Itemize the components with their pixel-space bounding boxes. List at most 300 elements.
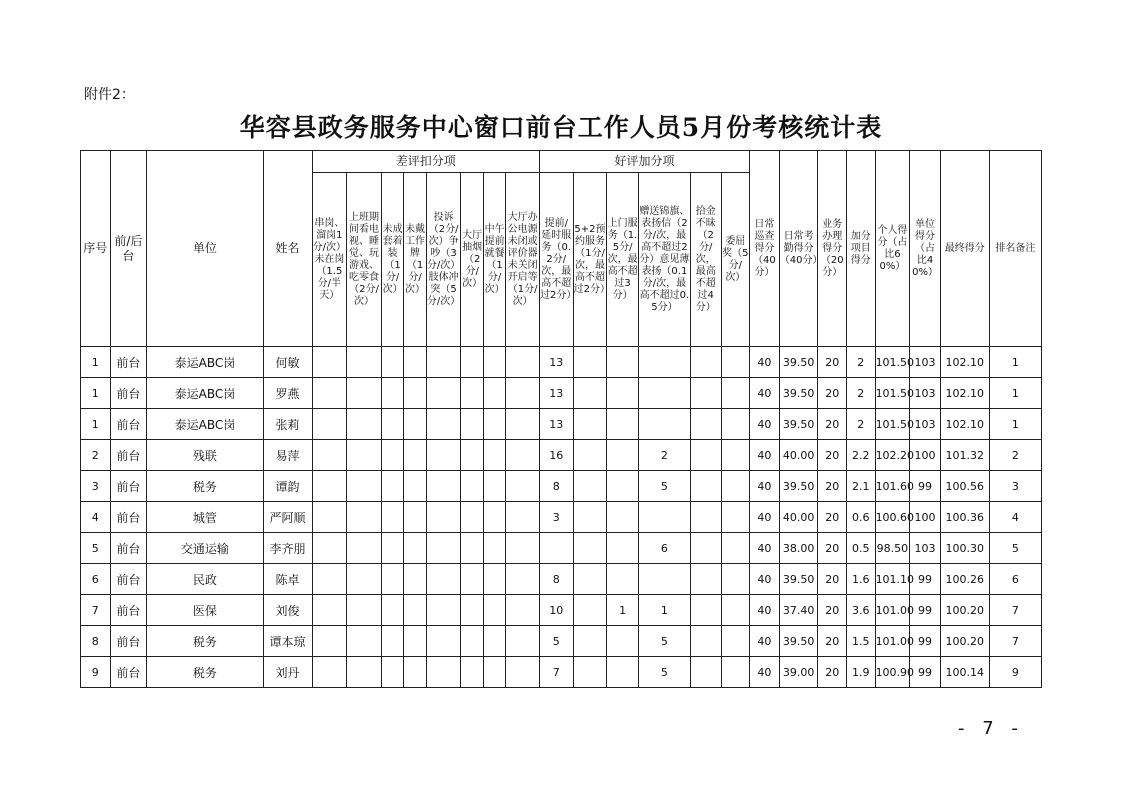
cell-deduct	[312, 471, 347, 502]
cell-deduct	[347, 626, 382, 657]
cell-deduct	[381, 626, 403, 657]
cell-score: 100.20	[940, 626, 989, 657]
cell-bonus	[690, 471, 721, 502]
cell-deduct	[506, 626, 540, 657]
cell-bonus	[638, 409, 690, 440]
cell-deduct	[483, 533, 505, 564]
cell-deduct	[312, 564, 347, 595]
cell-score: 1	[989, 347, 1041, 378]
header-side: 前/后台	[110, 151, 147, 347]
cell-deduct	[461, 533, 483, 564]
header-bonus-score: 加分项目得分	[847, 151, 876, 347]
cell-score: 39.50	[779, 409, 818, 440]
cell-deduct	[404, 564, 426, 595]
cell-bonus	[721, 657, 750, 688]
cell-score: 39.50	[779, 347, 818, 378]
cell-deduct	[483, 502, 505, 533]
cell-score: 99	[910, 595, 941, 626]
cell-seq: 7	[81, 595, 111, 626]
cell-score: 40	[750, 440, 780, 471]
cell-deduct	[426, 564, 461, 595]
header-patrol-score: 日常巡查得分（40分）	[750, 151, 780, 347]
cell-score: 100.20	[940, 595, 989, 626]
cell-deduct	[404, 533, 426, 564]
cell-score: 2.1	[847, 471, 876, 502]
cell-deduct	[506, 471, 540, 502]
cell-bonus	[539, 533, 573, 564]
cell-score: 20	[818, 533, 847, 564]
cell-score: 40	[750, 378, 780, 409]
attachment-label: 附件2：	[84, 87, 135, 103]
header-attendance-score: 日常考勤得分（40分）	[779, 151, 818, 347]
cell-deduct	[483, 347, 505, 378]
cell-score: 1.6	[847, 564, 876, 595]
cell-score: 101.50	[875, 409, 910, 440]
cell-bonus	[721, 440, 750, 471]
cell-score: 103	[910, 347, 941, 378]
cell-score: 20	[818, 626, 847, 657]
cell-score: 40	[750, 657, 780, 688]
cell-deduct	[461, 595, 483, 626]
cell-deduct	[381, 471, 403, 502]
cell-bonus: 8	[539, 471, 573, 502]
cell-bonus	[721, 502, 750, 533]
cell-score: 37.40	[779, 595, 818, 626]
cell-side: 前台	[110, 347, 147, 378]
cell-deduct	[506, 657, 540, 688]
cell-unit: 民政	[147, 564, 263, 595]
cell-deduct	[461, 378, 483, 409]
cell-deduct	[312, 626, 347, 657]
cell-deduct	[483, 657, 505, 688]
cell-score: 20	[818, 347, 847, 378]
cell-name: 谭本琼	[263, 626, 312, 657]
cell-side: 前台	[110, 440, 147, 471]
cell-bonus	[721, 595, 750, 626]
page-number: - 7 -	[958, 718, 1024, 739]
cell-bonus	[573, 347, 607, 378]
cell-deduct	[404, 657, 426, 688]
cell-deduct	[426, 409, 461, 440]
header-deduct-col: 串岗、溜岗1分/次）未在岗（1.5分/半天）	[312, 173, 347, 347]
cell-unit: 交通运输	[147, 533, 263, 564]
cell-deduct	[381, 657, 403, 688]
cell-score: 100.60	[875, 502, 910, 533]
cell-seq: 8	[81, 626, 111, 657]
header-bonus-col: 提前/延时服务（0.2分/次，最高不超过2分）	[539, 173, 573, 347]
cell-score: 40	[750, 564, 780, 595]
table-row	[81, 440, 1042, 471]
header-deduct-col: 中午提前就餐（1分/次）	[483, 173, 505, 347]
cell-deduct	[426, 347, 461, 378]
header-bonus-col: 赠送锦旗、表扬信（2分/次，最高不超过2分）意见薄表扬（0.1分/次，最高不超过0.5分）	[638, 173, 690, 347]
cell-name: 刘俊	[263, 595, 312, 626]
cell-bonus	[638, 347, 690, 378]
cell-side: 前台	[110, 595, 147, 626]
cell-score: 0.6	[847, 502, 876, 533]
cell-deduct	[506, 533, 540, 564]
cell-deduct	[404, 502, 426, 533]
cell-score: 7	[989, 626, 1041, 657]
cell-deduct	[347, 657, 382, 688]
cell-score: 1.9	[847, 657, 876, 688]
cell-deduct	[312, 409, 347, 440]
cell-score: 39.50	[779, 378, 818, 409]
cell-score: 20	[818, 378, 847, 409]
cell-bonus	[721, 533, 750, 564]
cell-bonus	[721, 564, 750, 595]
header-bonus-col: 委屈奖（5分/次）	[721, 173, 750, 347]
cell-score: 7	[989, 595, 1041, 626]
cell-bonus: 1	[638, 595, 690, 626]
cell-bonus	[573, 409, 607, 440]
cell-bonus	[573, 378, 607, 409]
cell-name: 易萍	[263, 440, 312, 471]
table-row	[81, 564, 1042, 595]
cell-deduct	[483, 564, 505, 595]
header-unit: 单位	[147, 151, 263, 347]
cell-name: 李齐朋	[263, 533, 312, 564]
cell-bonus	[638, 564, 690, 595]
table-row	[81, 533, 1042, 564]
cell-bonus	[690, 564, 721, 595]
cell-bonus: 5	[638, 657, 690, 688]
cell-bonus: 1	[607, 595, 639, 626]
cell-score: 40	[750, 533, 780, 564]
cell-side: 前台	[110, 471, 147, 502]
cell-score: 3	[989, 471, 1041, 502]
cell-score: 99	[910, 657, 941, 688]
cell-score: 40	[750, 471, 780, 502]
cell-score: 101.00	[875, 626, 910, 657]
cell-bonus	[607, 440, 639, 471]
cell-score: 103	[910, 409, 941, 440]
cell-score: 38.00	[779, 533, 818, 564]
cell-deduct	[483, 626, 505, 657]
cell-side: 前台	[110, 533, 147, 564]
cell-name: 罗燕	[263, 378, 312, 409]
table-row	[81, 471, 1042, 502]
cell-bonus: 8	[539, 564, 573, 595]
cell-seq: 4	[81, 502, 111, 533]
cell-unit: 泰运ABC岗	[147, 378, 263, 409]
cell-deduct	[347, 564, 382, 595]
cell-score: 100	[910, 502, 941, 533]
table-body	[81, 347, 1042, 688]
cell-name: 严阿顺	[263, 502, 312, 533]
header-bonus-col: 上门服务（1.5分/次，最高不超过3分）	[607, 173, 639, 347]
cell-deduct	[461, 347, 483, 378]
cell-deduct	[347, 347, 382, 378]
header-final-score: 最终得分	[940, 151, 989, 347]
cell-deduct	[347, 440, 382, 471]
table-row	[81, 378, 1042, 409]
cell-score: 102.10	[940, 409, 989, 440]
cell-deduct	[381, 502, 403, 533]
cell-deduct	[404, 409, 426, 440]
table-row	[81, 347, 1042, 378]
cell-score: 99	[910, 626, 941, 657]
cell-unit: 泰运ABC岗	[147, 409, 263, 440]
cell-deduct	[483, 471, 505, 502]
cell-bonus	[721, 378, 750, 409]
cell-score: 6	[989, 564, 1041, 595]
cell-score: 99	[910, 564, 941, 595]
cell-score: 1	[989, 378, 1041, 409]
cell-deduct	[381, 440, 403, 471]
cell-deduct	[461, 626, 483, 657]
cell-seq: 5	[81, 533, 111, 564]
cell-deduct	[426, 440, 461, 471]
cell-bonus	[721, 409, 750, 440]
cell-score: 5	[989, 533, 1041, 564]
cell-side: 前台	[110, 502, 147, 533]
cell-seq: 1	[81, 378, 111, 409]
cell-deduct	[381, 564, 403, 595]
cell-score: 20	[818, 471, 847, 502]
cell-bonus	[607, 502, 639, 533]
header-seq: 序号	[81, 151, 111, 347]
cell-score: 40.00	[779, 440, 818, 471]
cell-deduct	[461, 657, 483, 688]
cell-bonus	[690, 440, 721, 471]
cell-deduct	[461, 409, 483, 440]
cell-score: 101.50	[875, 378, 910, 409]
cell-bonus: 2	[638, 440, 690, 471]
cell-deduct	[312, 595, 347, 626]
cell-bonus	[690, 409, 721, 440]
cell-deduct	[426, 657, 461, 688]
cell-deduct	[506, 378, 540, 409]
cell-score: 2	[847, 409, 876, 440]
cell-score: 1	[989, 409, 1041, 440]
table-row	[81, 409, 1042, 440]
cell-name: 谭韵	[263, 471, 312, 502]
cell-bonus: 5	[539, 626, 573, 657]
cell-score: 102.20	[875, 440, 910, 471]
header-deduct-col: 大厅抽烟（2分/次）	[461, 173, 483, 347]
cell-deduct	[381, 347, 403, 378]
cell-bonus: 13	[539, 409, 573, 440]
cell-deduct	[426, 378, 461, 409]
cell-seq: 1	[81, 347, 111, 378]
cell-deduct	[404, 378, 426, 409]
cell-deduct	[312, 347, 347, 378]
cell-bonus: 6	[638, 533, 690, 564]
header-personal-score: 个人得分（占比60%）	[875, 151, 910, 347]
cell-deduct	[347, 533, 382, 564]
cell-bonus	[607, 626, 639, 657]
cell-seq: 6	[81, 564, 111, 595]
cell-unit: 城管	[147, 502, 263, 533]
cell-side: 前台	[110, 409, 147, 440]
cell-bonus: 5	[638, 471, 690, 502]
table-row	[81, 626, 1042, 657]
cell-score: 40	[750, 409, 780, 440]
cell-side: 前台	[110, 378, 147, 409]
header-bonus-col: 5+2预约服务（1分/次，最高不超过2分）	[573, 173, 607, 347]
assessment-table	[80, 150, 1042, 688]
cell-deduct	[461, 564, 483, 595]
cell-side: 前台	[110, 657, 147, 688]
cell-deduct	[404, 347, 426, 378]
cell-deduct	[312, 533, 347, 564]
cell-score: 100.30	[940, 533, 989, 564]
cell-deduct	[426, 533, 461, 564]
header-deduct-col: 未戴工作牌（1分/次）	[404, 173, 426, 347]
cell-deduct	[483, 409, 505, 440]
cell-bonus: 13	[539, 347, 573, 378]
cell-score: 39.50	[779, 626, 818, 657]
cell-bonus: 5	[638, 626, 690, 657]
page-title: 华容县政务服务中心窗口前台工作人员5月份考核统计表	[239, 113, 883, 142]
cell-deduct	[426, 502, 461, 533]
cell-score: 20	[818, 595, 847, 626]
cell-deduct	[347, 595, 382, 626]
cell-bonus	[607, 564, 639, 595]
cell-bonus	[690, 502, 721, 533]
cell-score: 101.00	[875, 595, 910, 626]
cell-score: 40.00	[779, 502, 818, 533]
cell-bonus	[690, 533, 721, 564]
cell-bonus	[638, 502, 690, 533]
cell-bonus	[573, 502, 607, 533]
cell-name: 张莉	[263, 409, 312, 440]
cell-bonus	[573, 440, 607, 471]
header-name: 姓名	[263, 151, 312, 347]
cell-score: 101.60	[875, 471, 910, 502]
header-rank-remark: 排名备注	[989, 151, 1041, 347]
cell-bonus	[690, 595, 721, 626]
header-deduct-group: 差评扣分项	[312, 151, 539, 173]
cell-unit: 税务	[147, 471, 263, 502]
cell-bonus	[573, 564, 607, 595]
cell-deduct	[347, 502, 382, 533]
cell-deduct	[404, 626, 426, 657]
cell-score: 40	[750, 626, 780, 657]
cell-score: 2	[847, 378, 876, 409]
cell-score: 100.14	[940, 657, 989, 688]
cell-score: 2.2	[847, 440, 876, 471]
cell-deduct	[404, 595, 426, 626]
cell-deduct	[506, 347, 540, 378]
cell-deduct	[404, 471, 426, 502]
cell-bonus: 7	[539, 657, 573, 688]
cell-deduct	[483, 595, 505, 626]
cell-deduct	[506, 440, 540, 471]
cell-seq: 9	[81, 657, 111, 688]
cell-bonus	[638, 378, 690, 409]
cell-score: 20	[818, 409, 847, 440]
cell-deduct	[426, 595, 461, 626]
cell-unit: 税务	[147, 626, 263, 657]
cell-deduct	[312, 502, 347, 533]
header-deduct-col: 上班期间看电视、睡觉、玩游戏、吃零食（2分/次）	[347, 173, 382, 347]
cell-deduct	[506, 564, 540, 595]
cell-score: 39.50	[779, 471, 818, 502]
cell-score: 39.00	[779, 657, 818, 688]
cell-bonus	[573, 626, 607, 657]
header-business-score: 业务办理得分（20分）	[818, 151, 847, 347]
cell-deduct	[381, 595, 403, 626]
cell-bonus	[690, 378, 721, 409]
cell-score: 9	[989, 657, 1041, 688]
cell-deduct	[347, 409, 382, 440]
cell-score: 20	[818, 657, 847, 688]
cell-deduct	[381, 533, 403, 564]
cell-score: 1.5	[847, 626, 876, 657]
cell-score: 101.10	[875, 564, 910, 595]
cell-score: 0.5	[847, 533, 876, 564]
cell-score: 40	[750, 595, 780, 626]
cell-deduct	[347, 471, 382, 502]
cell-score: 20	[818, 502, 847, 533]
header-bonus-col: 拾金不昧（2分/次，最高不超过4分）	[690, 173, 721, 347]
cell-bonus	[721, 471, 750, 502]
table-row	[81, 502, 1042, 533]
cell-deduct	[347, 378, 382, 409]
cell-bonus	[573, 533, 607, 564]
cell-deduct	[506, 409, 540, 440]
cell-bonus	[607, 409, 639, 440]
cell-score: 103	[910, 533, 941, 564]
cell-bonus	[573, 471, 607, 502]
cell-deduct	[506, 595, 540, 626]
cell-deduct	[404, 440, 426, 471]
cell-score: 39.50	[779, 564, 818, 595]
cell-bonus	[690, 626, 721, 657]
cell-bonus	[721, 626, 750, 657]
cell-unit: 残联	[147, 440, 263, 471]
cell-bonus: 13	[539, 378, 573, 409]
header-deduct-col: 投诉（2分/次）争吵（3分/次）肢体冲突（5分/次）	[426, 173, 461, 347]
cell-score: 3.6	[847, 595, 876, 626]
cell-bonus	[607, 471, 639, 502]
table-row	[81, 595, 1042, 626]
cell-score: 99	[910, 471, 941, 502]
cell-score: 100.36	[940, 502, 989, 533]
cell-score: 98.50	[875, 533, 910, 564]
cell-deduct	[312, 440, 347, 471]
cell-bonus	[573, 595, 607, 626]
cell-unit: 税务	[147, 657, 263, 688]
cell-score: 40	[750, 502, 780, 533]
cell-score: 20	[818, 440, 847, 471]
cell-deduct	[461, 471, 483, 502]
header-deduct-col: 未成套着装（1分/次）	[381, 173, 403, 347]
cell-unit: 医保	[147, 595, 263, 626]
cell-deduct	[426, 626, 461, 657]
cell-score: 4	[989, 502, 1041, 533]
cell-bonus	[607, 347, 639, 378]
cell-score: 40	[750, 347, 780, 378]
cell-score: 100.90	[875, 657, 910, 688]
cell-bonus: 16	[539, 440, 573, 471]
cell-unit: 泰运ABC岗	[147, 347, 263, 378]
cell-bonus: 3	[539, 502, 573, 533]
cell-seq: 3	[81, 471, 111, 502]
cell-deduct	[461, 440, 483, 471]
header-bonus-group: 好评加分项	[539, 151, 749, 173]
cell-score: 102.10	[940, 347, 989, 378]
cell-bonus	[607, 657, 639, 688]
cell-deduct	[312, 378, 347, 409]
cell-side: 前台	[110, 564, 147, 595]
cell-seq: 2	[81, 440, 111, 471]
cell-score: 100	[910, 440, 941, 471]
header-unit-score: 单位得分（占比40%）	[910, 151, 941, 347]
cell-bonus	[690, 347, 721, 378]
